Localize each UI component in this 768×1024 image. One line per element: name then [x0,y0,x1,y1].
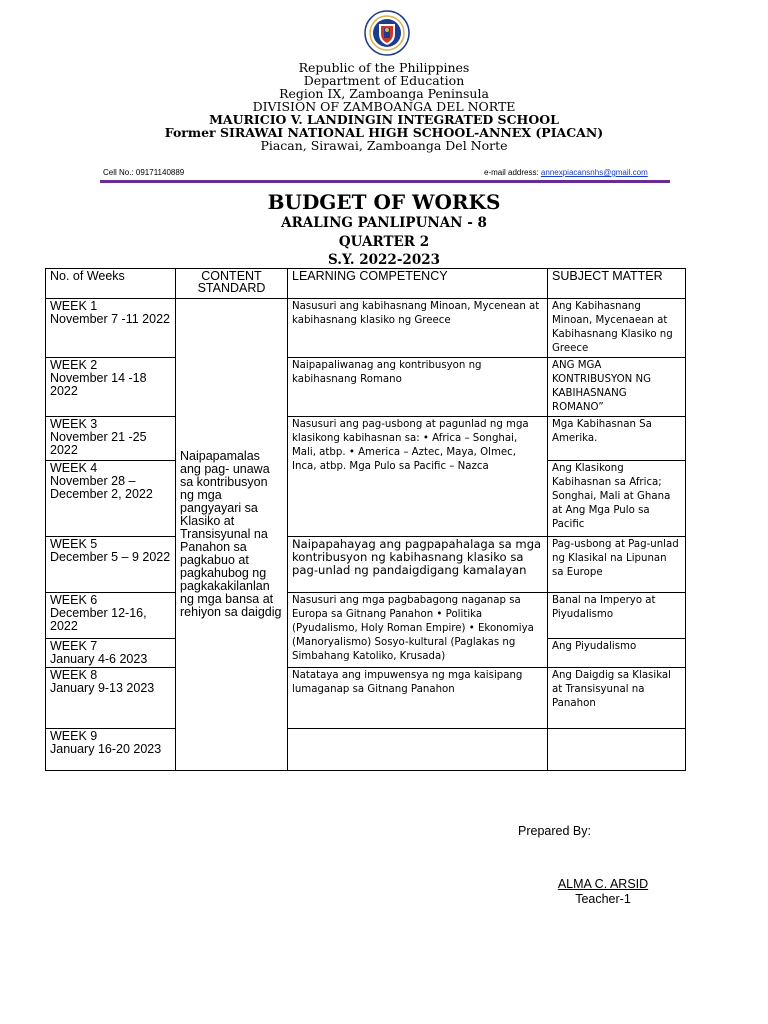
week-label: WEEK 4 [50,461,98,475]
week-label: WEEK 7 [50,639,98,653]
subject-cell: ANG MGA KONTRIBUSYON NG KABIHASNANG ROMANO” [548,358,686,417]
content-standard-cell: Naipapamalas ang pag- unawa sa kontribusyon ng mga pangyayari sa Klasiko at Transisyunal na Panahon sa pagkabuo at pagkahubog ng pagkakakilanlan ng mga bansa at rehiyon sa daigdig [176,299,288,771]
header-divider [100,180,670,183]
cell-number: Cell No.: 09171140889 [103,168,185,177]
subject-cell: Ang Kabihasnang Minoan, Mycenaean at Kabihasnang Klasiko ng Greece [548,299,686,358]
header-address: Piacan, Sirawai, Zamboanga Del Norte [260,138,508,153]
week-label: WEEK 9 [50,729,98,743]
deped-seal-icon [364,10,410,56]
letterhead [0,61,768,152]
competency-cell: Naipapahayag ang pagpapahalaga sa mga kontribusyon ng kabihasnang klasiko sa pag-unlad ng pandaigdigang kamalayan [288,537,548,593]
week-cell [46,417,176,461]
table-row [46,729,686,771]
week-dates: November 21 -25 2022 [50,430,147,457]
table-row [46,668,686,729]
week-cell [46,461,176,537]
week-label: WEEK 5 [50,537,98,551]
header-region: Region IX, Zamboanga Peninsula [279,86,489,101]
week-cell [46,537,176,593]
subject-cell-empty [548,729,686,771]
header-weeks: No. of Weeks [46,269,176,299]
quarter-title: QUARTER 2 [338,234,430,250]
week-cell [46,729,176,771]
week-dates: December 12-16, 2022 [50,606,147,633]
table-header-row [46,269,686,299]
week-dates: November 14 -18 2022 [50,371,147,398]
header-content-standard: CONTENT STANDARD [176,269,288,299]
competency-cell: Naipapaliwanag ang kontribusyon ng kabihasnang Romano [288,358,548,417]
header-school-name: MAURICIO V. LANDINGIN INTEGRATED SCHOOL [209,112,559,127]
week-dates: November 28 – December 2, 2022 [50,474,153,501]
week-label: WEEK 2 [50,358,98,372]
week-cell [46,358,176,417]
header-learning-competency: LEARNING COMPETENCY [288,269,548,299]
header-department: Department of Education [303,73,465,88]
week-label: WEEK 3 [50,417,98,431]
header-subject-matter: SUBJECT MATTER [548,269,686,299]
week-dates: January 9-13 2023 [50,681,155,695]
week-label: WEEK 1 [50,299,98,313]
week-dates: December 5 – 9 2022 [50,550,171,564]
week-label: WEEK 8 [50,668,98,682]
subject-cell: Ang Klasikong Kabihasnan sa Africa; Songhai, Mali at Ghana at Ang Mga Pulo sa Pacific [548,461,686,537]
subject-cell: Mga Kabihasnan Sa Amerika. [548,417,686,461]
email-line [484,168,648,177]
competency-cell: Nasusuri ang mga pagbabagong naganap sa Europa sa Gitnang Panahon • Politika (Pyudalismo, Holy Roman Empire) • Ekonomiya (Manoryalismo) Sosyo-kultural (Paglakas ng Simbahang Katoliko, Krusada) [288,593,548,668]
competency-cell: Natataya ang impuwensya ng mga kaisipang lumaganap sa Gitnang Panahon [288,668,548,729]
week-dates: January 4-6 2023 [50,652,148,666]
week-dates: January 16-20 2023 [50,742,162,756]
email-link[interactable]: annexpiacansnhs@gmail.com [540,168,648,177]
header-republic: Republic of the Philippines [298,60,470,75]
budget-of-works-table [45,268,686,771]
week-label: WEEK 6 [50,593,98,607]
prepared-by-label: Prepared By: [518,824,591,838]
table-row [46,299,686,358]
subject-title: ARALING PANLIPUNAN - 8 [281,215,487,231]
signatory-name [520,877,686,891]
competency-cell: Nasusuri ang kabihasnang Minoan, Mycenean at kabihasnang klasiko ng Greece [288,299,548,358]
week-cell [46,299,176,358]
school-year: S.Y. 2022-2023 [327,252,440,268]
table-row [46,593,686,639]
signatory-name-text: ALMA C. ARSID [557,877,649,891]
table-row [46,417,686,461]
week-cell [46,639,176,668]
subject-cell: Pag-usbong at Pag-unlad ng Klasikal na Lipunan sa Europe [548,537,686,593]
header-former-name: Former SIRAWAI NATIONAL HIGH SCHOOL-ANNEX (PIACAN) [164,125,604,140]
week-cell [46,593,176,639]
subject-cell: Banal na Imperyo at Piyudalismo [548,593,686,639]
competency-cell-empty [288,729,548,771]
week-dates: November 7 -11 2022 [50,312,170,326]
email-label: e-mail address: [484,168,541,177]
competency-cell: Nasusuri ang pag-usbong at pagunlad ng mga klasikong kabihasnan sa: • Africa – Songhai, Mali, atbp. • America – Aztec, Maya, Olmec, Inca, atbp. Mga Pulo sa Pacific – Nazca [288,417,548,537]
document-title: BUDGET OF WORKS [267,190,501,214]
subject-cell: Ang Daigdig sa Klasikal at Transisyunal na Panahon [548,668,686,729]
table-row [46,358,686,417]
table-row [46,537,686,593]
header-division: DIVISION OF ZAMBOANGA DEL NORTE [252,99,516,114]
week-cell [46,668,176,729]
signatory-position: Teacher-1 [575,892,631,906]
subject-cell: Ang Piyudalismo [548,639,686,668]
